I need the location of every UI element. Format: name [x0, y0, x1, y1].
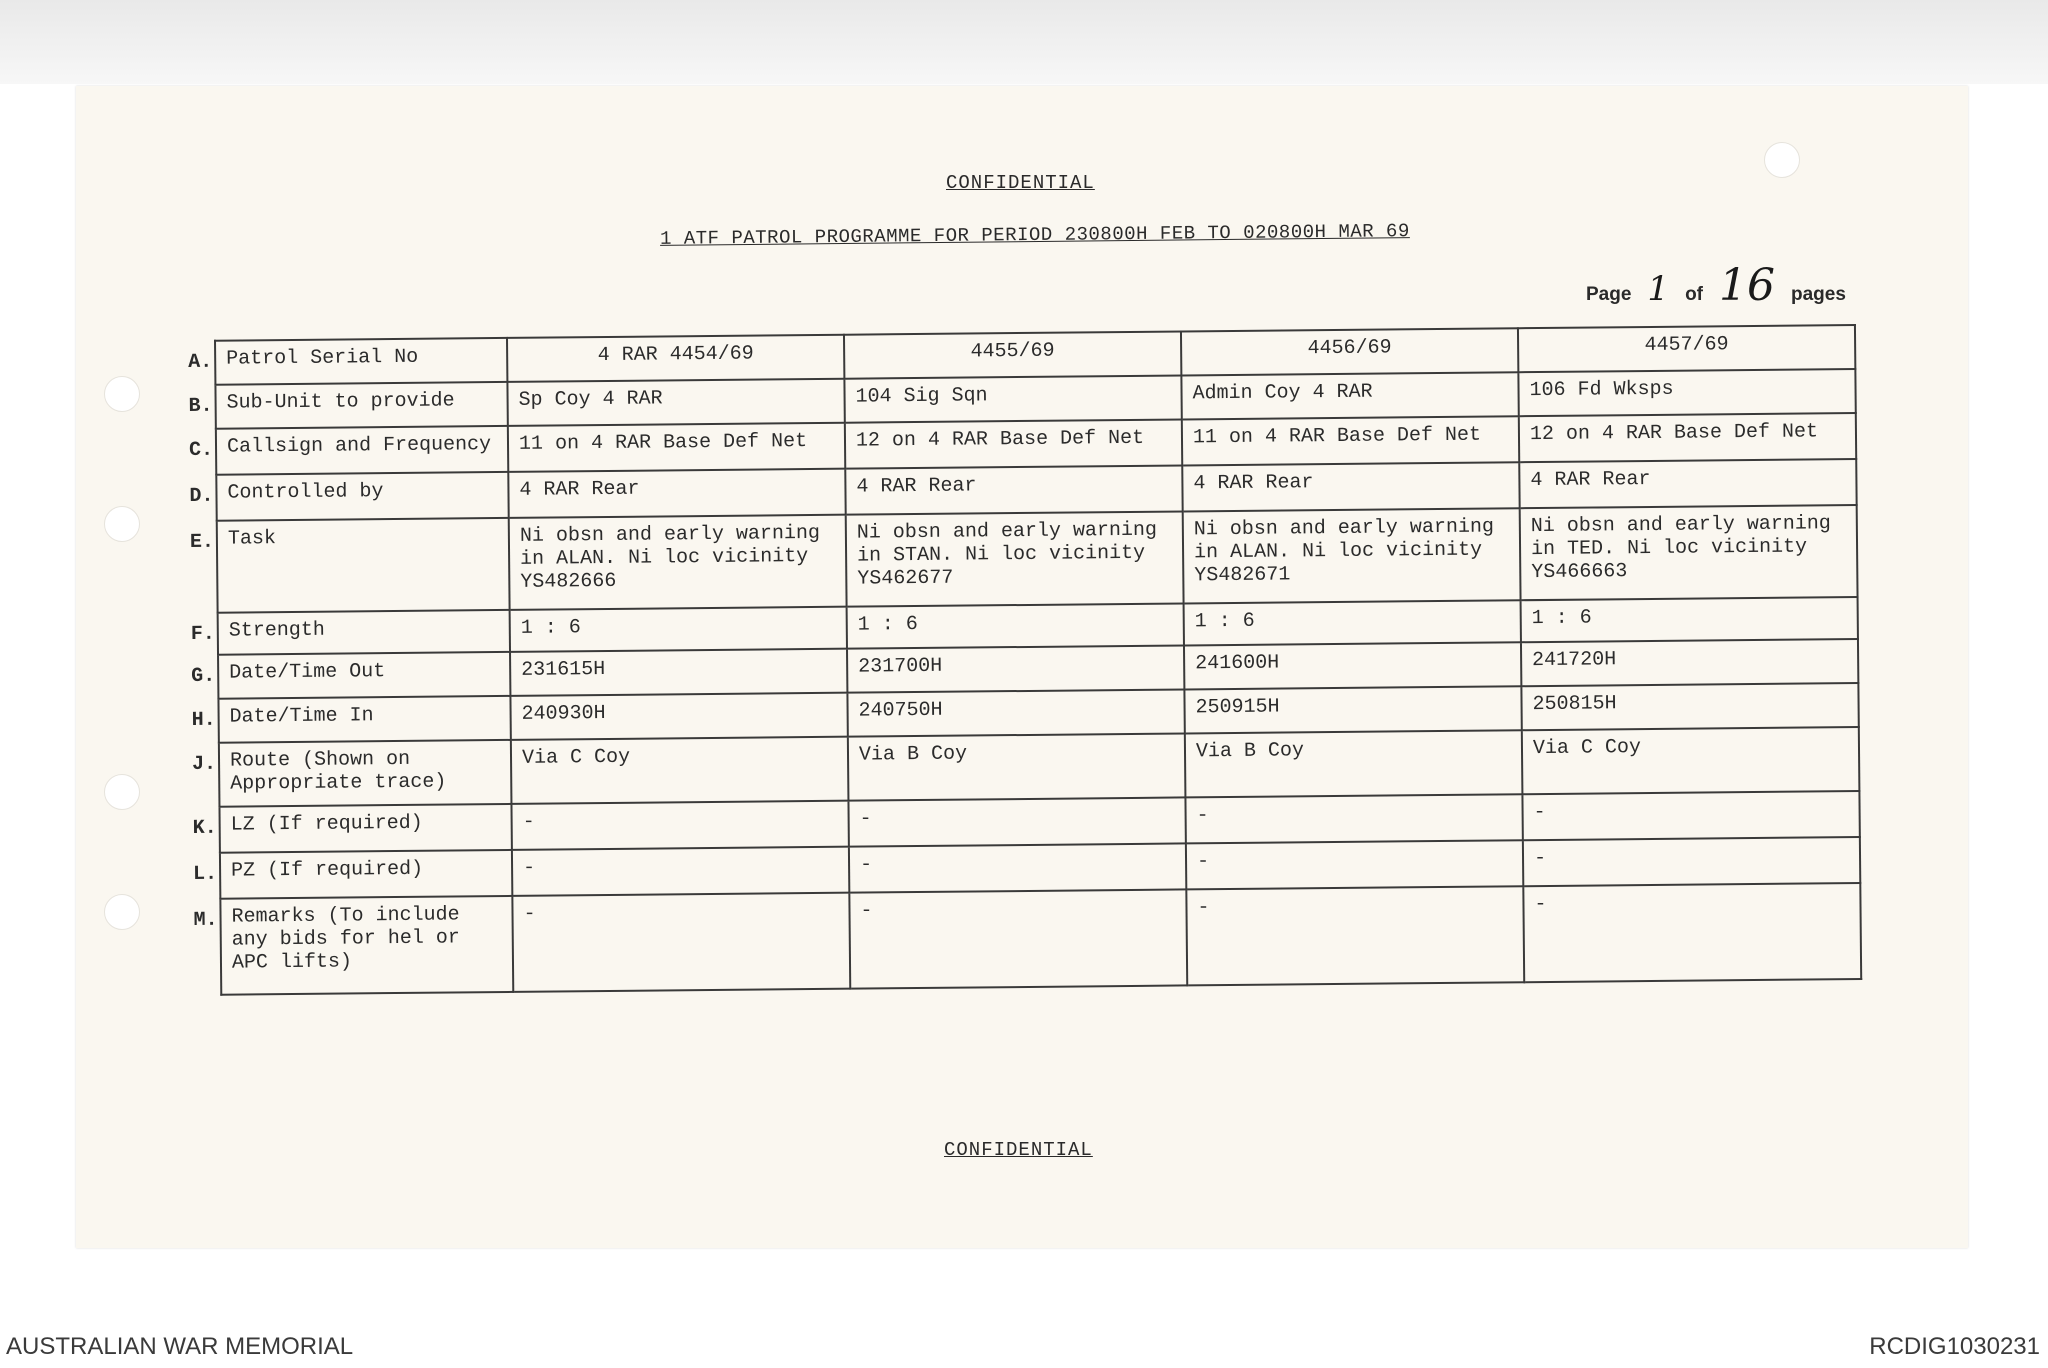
patrol-cell: 240750H: [847, 689, 1184, 736]
patrol-cell: 4455/69: [844, 331, 1181, 378]
patrol-cell: -: [511, 801, 848, 850]
patrol-cell: 106 Fd Wksps: [1518, 369, 1855, 416]
patrol-cell: -: [1186, 840, 1523, 889]
row-letter: D.: [189, 484, 214, 508]
patrol-cell: 11 on 4 RAR Base Def Net: [508, 423, 845, 472]
patrol-cell: 4 RAR Rear: [508, 469, 845, 518]
table-row: [190, 505, 1858, 613]
page-number: 1: [1647, 269, 1670, 309]
patrol-cell: 1 : 6: [1521, 597, 1858, 642]
patrol-cell: Sp Coy 4 RAR: [507, 379, 844, 426]
row-letter: C.: [188, 438, 214, 462]
patrol-cell: Via C Coy: [511, 737, 849, 804]
scanner-background-strip: [0, 0, 2048, 84]
row-letter: M.: [193, 908, 218, 932]
document-title: 1 ATF PATROL PROGRAMME FOR PERIOD 230800H FEB TO 020800H MAR 69: [659, 220, 1410, 250]
patrol-programme-table: [188, 324, 1862, 996]
patrol-cell: 231615H: [510, 649, 847, 696]
patrol-cell: 4 RAR Rear: [1519, 459, 1856, 508]
patrol-cell: -: [1523, 883, 1861, 982]
row-label: Callsign and Frequency: [216, 426, 508, 475]
patrol-cell: 4 RAR Rear: [845, 465, 1182, 514]
row-letter: L.: [193, 862, 218, 886]
patrol-cell: -: [849, 889, 1187, 988]
patrol-cell: 241600H: [1184, 642, 1521, 689]
patrol-cell: Ni obsn and early warning in ALAN. Ni loc vicinity YS482666: [509, 515, 847, 610]
patrol-cell: 12 on 4 RAR Base Def Net: [1519, 413, 1856, 462]
page-word: Page: [1586, 284, 1632, 305]
patrol-cell: -: [512, 847, 849, 896]
row-label: Task: [217, 518, 510, 613]
row-letter: J.: [191, 752, 217, 776]
pages-word: pages: [1791, 284, 1846, 305]
row-letter: E.: [189, 530, 215, 554]
archive-record-id: RCDIG1030231: [1869, 1333, 2040, 1360]
patrol-cell: -: [1186, 886, 1524, 985]
patrol-cell: 250915H: [1184, 686, 1521, 733]
patrol-cell: Ni obsn and early warning in ALAN. Ni loc vicinity YS482671: [1183, 508, 1521, 603]
patrol-cell: 12 on 4 RAR Base Def Net: [845, 419, 1182, 468]
row-label: LZ (If required): [219, 804, 511, 853]
punch-hole: [1764, 142, 1800, 178]
patrol-cell: Via C Coy: [1522, 727, 1860, 794]
row-label: Route (Shown on Appropriate trace): [219, 740, 512, 807]
row-label: Controlled by: [216, 472, 508, 521]
row-letter: F.: [190, 622, 215, 646]
patrol-cell: 1 : 6: [847, 603, 1184, 648]
row-letter: A.: [188, 350, 213, 374]
row-letter: K.: [192, 816, 217, 840]
patrol-cell: -: [849, 843, 1186, 892]
punch-hole: [104, 894, 140, 930]
patrol-cell: Via B Coy: [1185, 730, 1523, 797]
patrol-cell: -: [1522, 791, 1859, 840]
row-letter: G.: [191, 664, 216, 688]
patrol-cell: 104 Sig Sqn: [844, 375, 1181, 422]
patrol-cell: 231700H: [847, 645, 1184, 692]
table-row: [193, 883, 1861, 995]
patrol-cell: 4457/69: [1518, 325, 1855, 372]
patrol-cell: Admin Coy 4 RAR: [1181, 372, 1518, 419]
patrol-cell: -: [1185, 794, 1522, 843]
archive-institution: AUSTRALIAN WAR MEMORIAL: [6, 1333, 354, 1360]
patrol-cell: Ni obsn and early warning in STAN. Ni loc vicinity YS462677: [846, 511, 1184, 606]
patrol-cell: -: [1523, 837, 1860, 886]
row-label: Date/Time In: [218, 696, 510, 743]
of-word: of: [1685, 284, 1703, 305]
patrol-cell: Ni obsn and early warning in TED. Ni loc vicinity YS466663: [1520, 505, 1858, 600]
row-letter: H.: [191, 708, 216, 732]
row-label: PZ (If required): [220, 850, 512, 899]
patrol-cell: -: [848, 797, 1185, 846]
punch-hole: [104, 774, 140, 810]
row-letter: B.: [188, 394, 213, 418]
punch-hole: [104, 376, 140, 412]
row-label: Strength: [218, 610, 510, 655]
patrol-cell: -: [512, 893, 850, 992]
row-label: Date/Time Out: [218, 652, 510, 699]
classification-bottom: CONFIDENTIAL: [944, 1139, 1093, 1161]
total-pages: 16: [1719, 260, 1775, 311]
patrol-cell: 11 on 4 RAR Base Def Net: [1182, 416, 1519, 465]
patrol-cell: Via B Coy: [848, 733, 1186, 800]
row-label: Patrol Serial No: [215, 338, 507, 385]
page-count: [1586, 260, 1846, 311]
patrol-cell: 241720H: [1521, 639, 1858, 686]
patrol-cell: 1 : 6: [510, 607, 847, 652]
patrol-cell: 4 RAR Rear: [1182, 462, 1519, 511]
punch-hole: [104, 506, 140, 542]
patrol-cell: 250815H: [1521, 683, 1858, 730]
patrol-cell: 1 : 6: [1184, 600, 1521, 645]
patrol-cell: 4 RAR 4454/69: [507, 335, 844, 382]
row-label: Remarks (To include any bids for hel or APC lifts): [220, 896, 513, 995]
patrol-cell: 4456/69: [1181, 328, 1518, 375]
row-label: Sub-Unit to provide: [215, 382, 507, 429]
classification-top: CONFIDENTIAL: [946, 172, 1095, 194]
patrol-cell: 240930H: [510, 693, 847, 740]
